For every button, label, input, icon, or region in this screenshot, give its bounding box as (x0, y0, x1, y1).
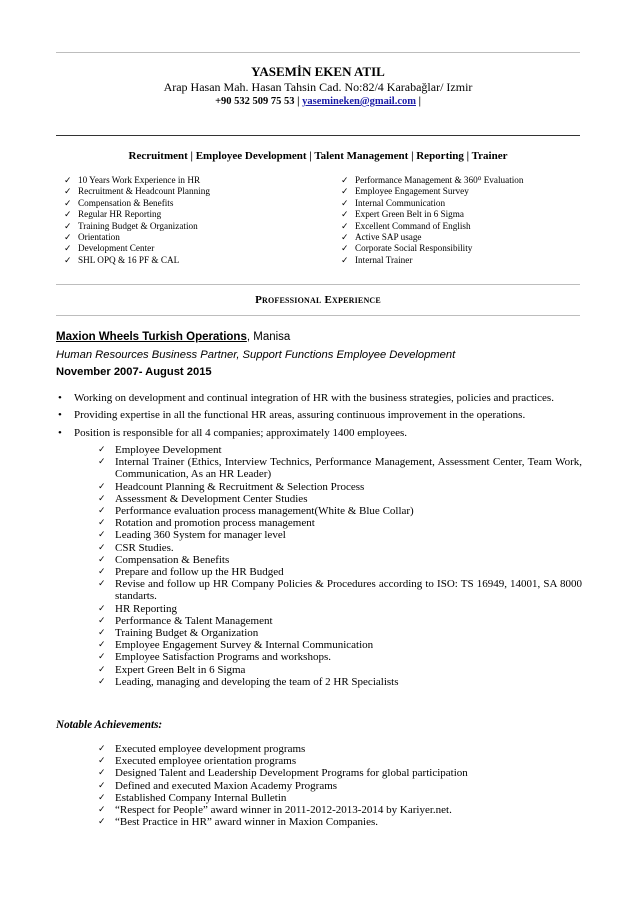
check-mark-icon: ✓ (98, 530, 106, 541)
company-name: Maxion Wheels Turkish Operations (56, 331, 247, 343)
achievements-list (98, 743, 582, 828)
check-mark-icon: ✓ (98, 768, 106, 779)
list-item: ✓ Employee Development (98, 444, 222, 456)
list-item: ✓ Executed employee orientation programs (98, 755, 297, 768)
section-divider (56, 315, 580, 316)
check-mark-icon: ✓ (98, 805, 106, 816)
check-mark-icon: ✓ (98, 567, 106, 578)
section-title: Professional Experience (255, 294, 381, 306)
list-item: ✓ Corporate Social Responsibility (341, 243, 473, 255)
check-mark-icon: ✓ (98, 457, 106, 468)
skills-divider (56, 284, 580, 285)
contact-separator: | (418, 96, 421, 107)
list-item: ✓ Employee Engagement Survey (341, 186, 469, 198)
company-line (56, 331, 290, 343)
phone: +90 532 509 75 53 | (215, 96, 300, 107)
check-mark-icon: ✓ (98, 780, 106, 791)
list-item: ✓ Headcount Planning & Recruitment & Selection Process (98, 480, 365, 493)
skills-title: Recruitment | Employee Development | Talent Management | Reporting | Trainer (128, 150, 508, 162)
job-dates: November 2007- August 2015 (56, 366, 212, 378)
check-mark-icon: ✓ (98, 542, 106, 553)
check-mark-icon: ✓ (98, 554, 106, 565)
list-item: ✓ Development Center (64, 243, 155, 255)
responsibility-bullets (56, 391, 580, 443)
list-item: ✓ Rotation and promotion process management (98, 517, 315, 530)
list-item: ✓ “Respect for People” award winner in 2011-2012-2013-2014 by Kariyer.net. (98, 804, 452, 817)
skills-left-list (64, 175, 210, 266)
top-divider (56, 52, 580, 53)
list-item: ✓ Internal Trainer (Ethics, Interview Technics, Performance Management, Assessment Center, Team Work, Communication, As an HR Leader) (98, 456, 582, 481)
list-item: ✓ Performance evaluation process management(White & Blue Collar) (98, 505, 414, 518)
check-mark-icon: ✓ (98, 615, 106, 626)
check-mark-icon: ✓ (98, 676, 106, 687)
list-item: ✓ Compensation & Benefits (64, 197, 174, 209)
check-mark-icon: ✓ (341, 244, 349, 255)
check-mark-icon: ✓ (341, 221, 349, 232)
list-item: ✓ Prepare and follow up the HR Budged (98, 566, 284, 579)
address: Arap Hasan Mah. Hasan Tahsin Cad. No:82/4 Karabağlar/ Izmir (163, 80, 473, 94)
list-item: ✓ Revise and follow up HR Company Policies & Procedures according to ISO: TS 16949, 14001, SA 8000 standarts. (98, 578, 582, 603)
check-mark-icon: ✓ (98, 579, 106, 590)
check-mark-icon: ✓ (98, 603, 106, 614)
check-mark-icon: ✓ (64, 176, 72, 186)
check-mark-icon: ✓ (98, 664, 106, 675)
list-item: ✓ Expert Green Belt in 6 Sigma (98, 663, 246, 676)
check-mark-icon: ✓ (98, 792, 106, 803)
list-item: ✓ Excellent Command of English (341, 220, 471, 232)
list-item: ✓ Performance & Talent Management (98, 614, 273, 627)
list-item: ✓ Compensation & Benefits (98, 553, 230, 566)
check-mark-icon: ✓ (64, 221, 72, 232)
list-item: ✓ 10 Years Work Experience in HR (64, 175, 201, 186)
check-mark-icon: ✓ (98, 652, 106, 663)
notable-achievements-title: Notable Achievements: (56, 719, 163, 731)
list-item: ✓ HR Reporting (98, 602, 178, 615)
check-mark-icon: ✓ (341, 176, 349, 186)
check-mark-icon: ✓ (64, 244, 72, 255)
check-mark-icon: ✓ (341, 210, 349, 221)
list-item: ✓ Training Budget & Organization (98, 627, 259, 640)
check-mark-icon: ✓ (64, 233, 72, 244)
list-item: ✓ Assessment & Development Center Studies (98, 492, 308, 505)
check-mark-icon: ✓ (98, 744, 106, 754)
list-item: • Providing expertise in all the functional HR areas, assuring continuous improvement in the operations. (56, 408, 580, 422)
list-item: ✓ “Best Practice in HR” award winner in Maxion Companies. (98, 816, 379, 829)
check-mark-icon: ✓ (341, 187, 349, 198)
list-item: ✓ Defined and executed Maxion Academy Programs (98, 779, 338, 792)
check-mark-icon: ✓ (98, 817, 106, 828)
job-position: Human Resources Business Partner, Support Functions Employee Development (56, 349, 456, 361)
list-item: ✓ Leading, managing and developing the team of 2 HR Specialists (98, 675, 399, 688)
email-link[interactable]: yasemineken@gmail.com (302, 96, 416, 107)
list-item: ✓ Employee Satisfaction Programs and workshops. (98, 651, 331, 664)
list-item: ✓ Performance Management & 360⁰ Evaluation (341, 175, 524, 186)
list-item: ✓ Recruitment & Headcount Planning (64, 186, 210, 198)
check-mark-icon: ✓ (98, 518, 106, 529)
header-divider (56, 135, 580, 136)
list-item: ✓ Regular HR Reporting (64, 209, 162, 221)
company-location: , Manisa (246, 331, 291, 343)
check-mark-icon: ✓ (98, 481, 106, 492)
candidate-name: YASEMİN EKEN ATIL (251, 64, 385, 79)
check-mark-icon: ✓ (64, 255, 72, 266)
list-item: ✓ Expert Green Belt in 6 Sigma (341, 209, 464, 221)
check-mark-icon: ✓ (98, 506, 106, 517)
check-mark-icon: ✓ (98, 756, 106, 767)
list-item: ✓ Active SAP usage (341, 232, 422, 244)
skills-right-list (341, 175, 524, 266)
list-item: ✓ Executed employee development programs (98, 743, 306, 755)
check-mark-icon: ✓ (64, 198, 72, 209)
list-item: • Position is responsible for all 4 companies; approximately 1400 employees. (56, 426, 580, 440)
list-item: ✓ Training Budget & Organization (64, 220, 198, 232)
list-item: • Working on development and continual integration of HR with the business strategies, policies and practices. (56, 391, 580, 405)
duties-list (98, 444, 582, 688)
list-item: ✓ Designed Talent and Leadership Development Programs for global participation (98, 767, 468, 780)
list-item: ✓ Leading 360 System for manager level (98, 529, 286, 542)
list-item: ✓ Internal Communication (341, 197, 446, 209)
list-item: ✓ Internal Trainer (341, 254, 413, 266)
check-mark-icon: ✓ (98, 493, 106, 504)
check-mark-icon: ✓ (98, 640, 106, 651)
check-mark-icon: ✓ (98, 445, 106, 455)
list-item: ✓ SHL OPQ & 16 PF & CAL (64, 254, 180, 266)
list-item: ✓ Employee Engagement Survey & Internal Communication (98, 639, 374, 652)
contact-line (56, 96, 580, 107)
list-item: ✓ Established Company Internal Bulletin (98, 791, 287, 804)
check-mark-icon: ✓ (98, 628, 106, 639)
check-mark-icon: ✓ (341, 255, 349, 266)
check-mark-icon: ✓ (341, 233, 349, 244)
list-item: ✓ Orientation (64, 232, 120, 244)
check-mark-icon: ✓ (64, 187, 72, 198)
check-mark-icon: ✓ (64, 210, 72, 221)
check-mark-icon: ✓ (341, 198, 349, 209)
list-item: ✓ CSR Studies. (98, 541, 174, 554)
